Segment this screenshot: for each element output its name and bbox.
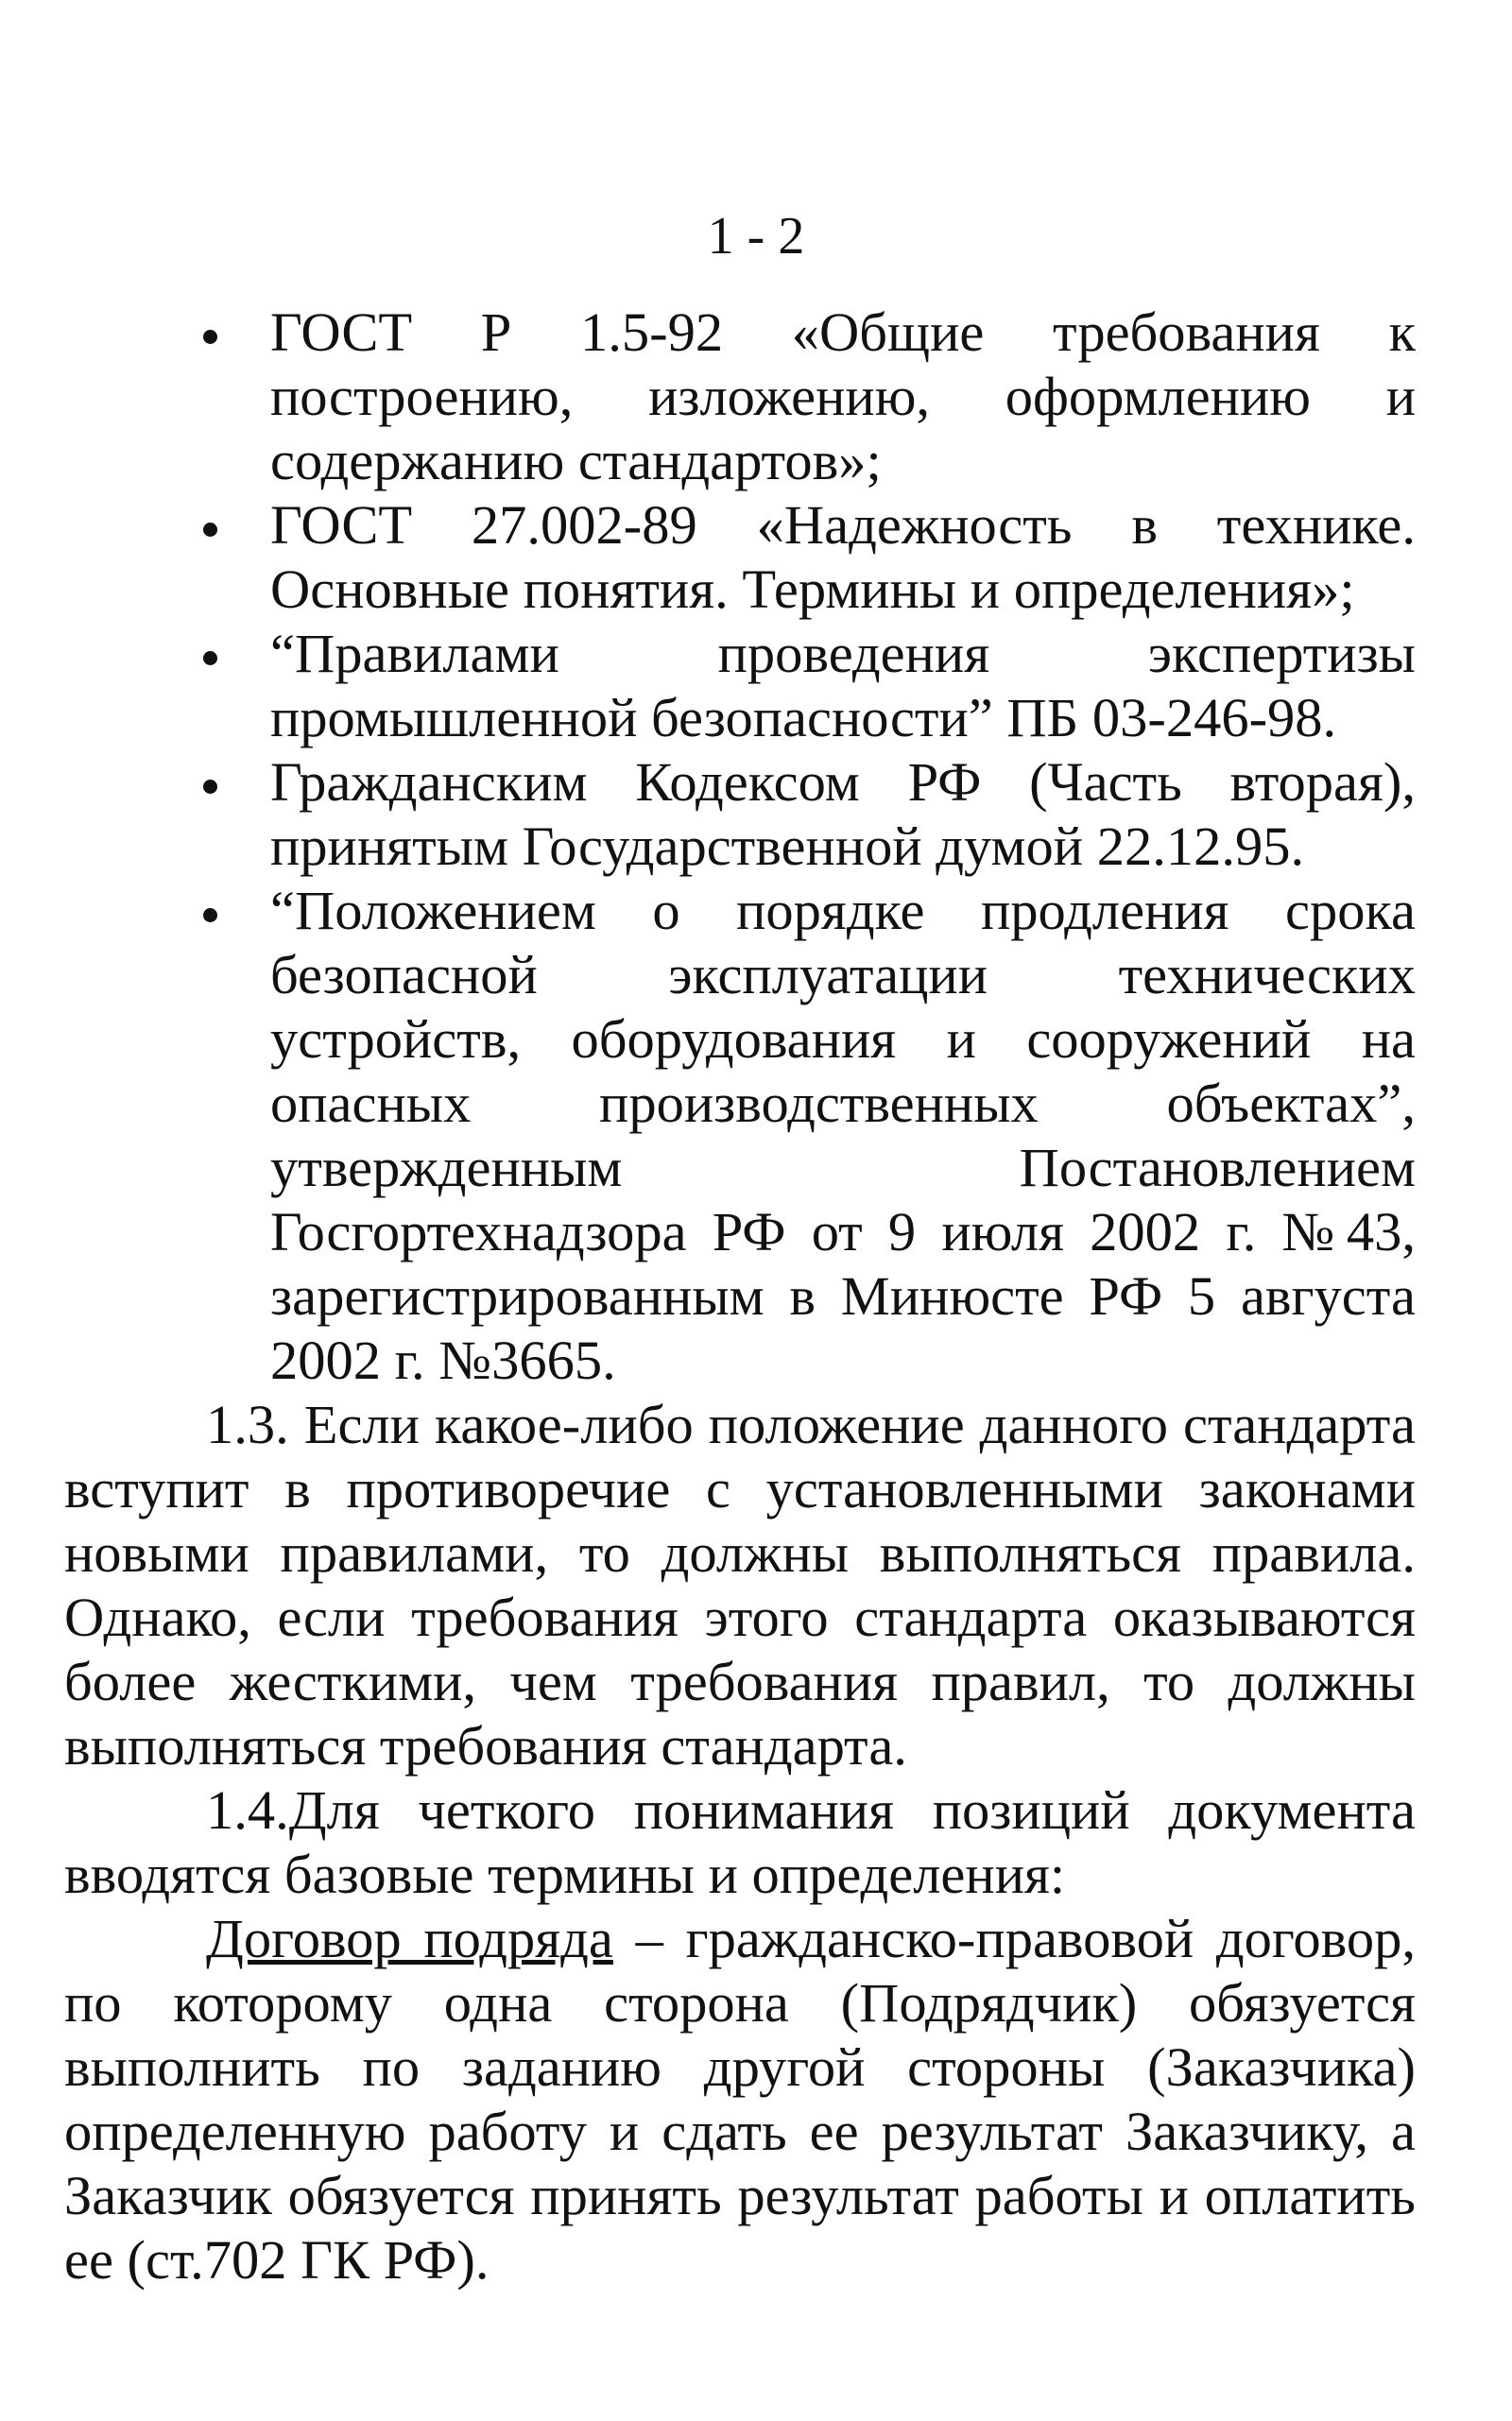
list-item — [64, 879, 1416, 1393]
paragraph-1-4: 1.4.Для четкого понимания позиций документа вводятся базовые термины и определения: — [64, 1779, 1416, 1905]
list-item-text: ГОСТ 27.002-89 «Надежность в технике. Основные понятия. Термины и определения»; — [270, 494, 1416, 620]
list-item-text: ГОСТ Р 1.5-92 «Общие требования к построению, изложению, оформлению и содержанию стандартов»; — [270, 301, 1416, 491]
list-item-text: “Правилами проведения экспертизы промышленной безопасности” ПБ 03-246-98. — [270, 623, 1416, 748]
term-definition: – гражданско-правовой договор, по которому одна сторона (Подрядчик) обязуется выполнить по заданию другой стороны (Заказчика) определенную работу и сдать ее результат Заказчику, а Заказчик обязуется принять результат работы и оплатить ее (ст.702 ГК РФ). — [64, 1908, 1417, 2291]
defined-term: Договор подряда — [206, 1908, 613, 1969]
list-item — [64, 300, 1416, 493]
list-item-text: Гражданским Кодексом РФ (Часть вторая), принятым Государственной думой 22.12.95. — [270, 751, 1416, 877]
bullet-icon — [203, 523, 217, 537]
bullet-icon — [203, 780, 217, 794]
bullet-icon — [203, 651, 217, 665]
definition-paragraph — [64, 1907, 1416, 2292]
document-body — [64, 300, 1416, 2292]
list-item — [64, 622, 1416, 750]
list-item-text: “Положением о порядке продления срока безопасной эксплуатации технических устройств, оборудования и сооружений на опасных производственных объектах”, утвержденным Постановлением Госгортехнадзора РФ от 9 июля 2002 г. №43, зарегистрированным в Минюсте РФ 5 августа 2002 г. №3665. — [270, 880, 1416, 1391]
bullet-icon — [203, 330, 217, 344]
paragraph-1-3: 1.3. Если какое-либо положение данного стандарта вступит в противоречие с установленными законами новыми правилами, то должны выполняться правила. Однако, если требования этого стандарта оказываются более жесткими, чем требования правил, то должны выполняться требования стандарта. — [64, 1394, 1416, 1777]
list-item — [64, 493, 1416, 622]
reference-list — [64, 300, 1416, 1393]
page-number: 1 - 2 — [707, 207, 805, 266]
bullet-icon — [203, 908, 217, 922]
list-item — [64, 750, 1416, 879]
